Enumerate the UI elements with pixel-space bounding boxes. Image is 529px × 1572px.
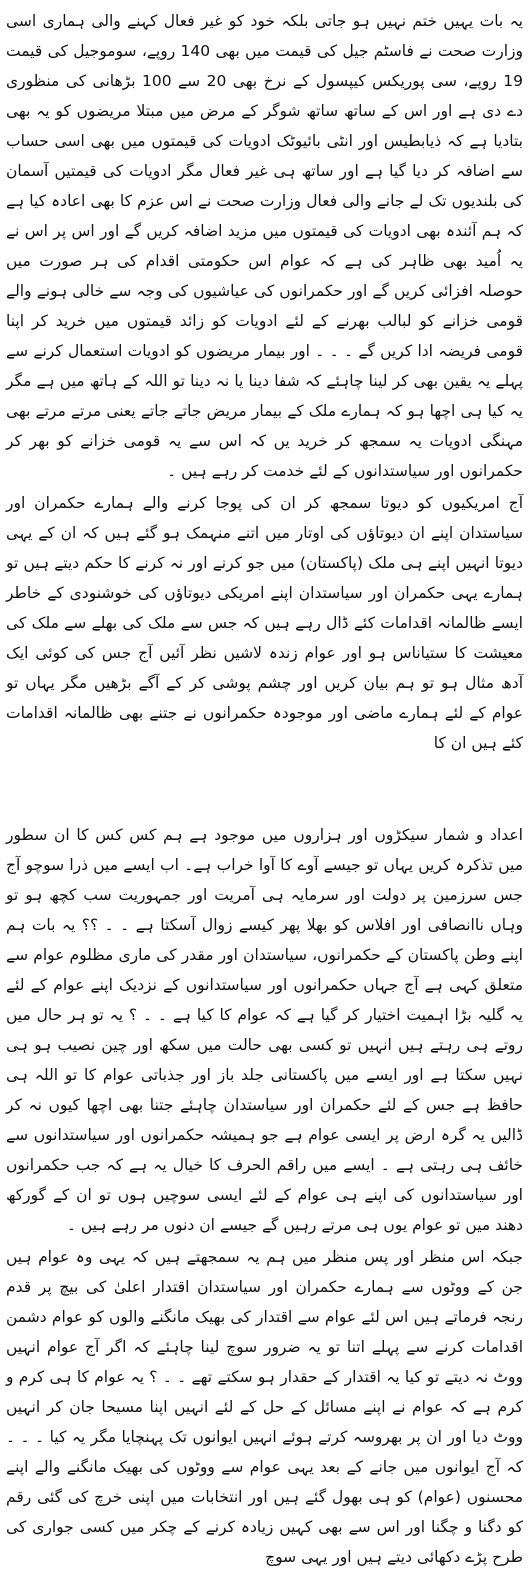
- article-paragraph-2: آج امریکیوں کو دیوتا سمجھ کر ان کی پوجا کرنے والے ہمارے حکمران اور سیاستدان اپنے ان دیوتاؤں کی اوتار میں اتنے منہمک ہو گئے ہیں کہ ان کے یہی دیوتا انہیں اپنے ہی ملک (پاکستان) میں جو کرنے اور نہ کرنے کا حکم دیتے ہیں تو ہمارے یہی حکمران اور سیاستدان اپنے امریکی دیوتاؤں کی خوشنودی کے خاطر ایسے ظالمانہ اقدامات کئے ڈال رہے ہیں کہ جس سے ملک کی بھلے سے ملک کی معیشت کا ستیاناس ہو اور عوام زندہ لاشیں نظر آئیں آج جس کی کوئی ایک آدھ مثال ہو تو ہم بیان کریں اور چشم پوشی کر کے آگے بڑھیں مگر یہاں تو عوام کے لئے ہمارے ماضی اور موجودہ حکمرانوں نے جتنے بھی ظالمانہ اقدامات کئے ہیں ان کا: [6, 494, 523, 752]
- article-paragraph-4: جبکہ اس منظر اور پس منظر میں ہم یہ سمجھتے ہیں کہ یہی وہ عوام ہیں جن کے ووٹوں سے ہمارے حکمران اور سیاستدان اقتدار اعلیٰ کی بیچ پر قدم رنجہ فرماتے ہیں اس لئے عوام سے اقتدار کی بھیک مانگنے والوں کو عوام دشمن اقدامات کرنے سے پہلے اتنا تو یہ ضرور سوچ لینا چاہئے کہ اگر آج عوام انہیں ووٹ نہ دیتے تو کیا یہ اقتدار کے حقدار ہو سکتے تھے ۔ ۔ ؟ یہ عوام کا ہی کرم و کرم ہے کہ عوام نے اپنے مسائل کے حل کے لئے انہیں اپنا مسیحا جان کر انہیں ووٹ دیا اور ان پر بھروسہ کرتے ہوئے انہیں ایوانوں تک پہنچایا مگر یہ کیا ۔ ۔ ۔ کہ آج ایوانوں میں جانے کے بعد یہی عوام سے ووٹوں کی بھیک مانگنے والے اپنے محسنوں (عوام) کو ہی بھول گئے ہیں اور انتخابات میں اپنی خرچ کی گئی رقم کو دگنا و چگنا اور اس سے بھی کہیں زیادہ کرنے کے چکر میں کسی جواری کی طرح پڑے دکھائی دیتے ہیں اور یہی سوچ: [6, 1248, 523, 1566]
- article-paragraph-3: اعداد و شمار سیکڑوں اور ہزاروں میں موجود ہے ہم کس کس کا ان سطور میں تذکرہ کریں یہاں تو جیسے آوے کا آوا خراب ہے۔ اب ایسے میں ذرا سوچو آج جس سرزمین پر دولت اور سرمایہ ہی آمریت اور جمہوریت سب کچھ ہو تو وہاں ناانصافی اور افلاس کو بھلا پھر کیسے زوال آسکتا ہے ۔ ۔ ؟؟ یہ بات ہم اپنے وطن پاکستان کے حکمرانوں، سیاستدان اور مقدر کی ماری مظلوم عوام سے متعلق کہی ہے آج جہاں حکمرانوں اور سیاستدانوں کے نزدیک اپنے عوام کے لئے یہ گلیہ بڑا اہمیت اختیار کر گیا ہے کہ عوام کا کیا ہے ۔ ۔ ؟ یہ تو ہر حال میں روتے ہی رہتے ہیں انہیں تو کسی بھی حالت میں سکھ اور چین نصیب ہو ہی نہیں سکتا ہے اور ایسے میں پاکستانی جلد باز اور جذباتی عوام کا تو اللہ ہی حافظ ہے جس کے لئے حکمران اور سیاستدان چاہئے جتنا بھی اچھا کیوں نہ کر ڈالیں یہ گرہ ارض پر ایسی عوام ہے جو ہمیشہ حکمرانوں اور سیاستدانوں سے خائف ہی رہتی ہے ۔ ایسے میں راقم الحرف کا خیال یہ ہے کہ جب حکمرانوں اور سیاستدانوں کی اپنے ہی عوام کے لئے ایسی سوچیں ہوں تو ان کے گورکھ دھند میں تو عوام یوں ہی مرتے رہیں گے جیسے ان دنوں مر رہے ہیں ۔: [6, 826, 523, 1234]
- section-break: [6, 758, 523, 820]
- article-paragraph-1: یہ بات یہیں ختم نہیں ہو جاتی بلکہ خود کو غیر فعال کہنے والی ہماری اسی وزارت صحت نے فاسٹم جیل کی قیمت میں بھی 140 روپے، سوموجیل کی قیمت 19 روپے، سی پوریکس کیپسول کے نرخ بھی 20 سے 100 بڑھانی کی منظوری دے دی ہے اور اس کے ساتھ ساتھ شوگر کے مرض میں مبتلا مریضوں کو یہ بھی بتادیا ہے کہ ذیابطیس اور انٹی بائیوٹک ادویات کی قیمتوں میں بھی اسی حساب سے اضافہ کر دیا گیا ہے اور ساتھ ہی غیر فعال مگر ادویات کی قیمتیں آسمان کی بلندیوں تک لے جانے والی فعال وزارت صحت نے اس عزم کا بھی اعادہ کیا ہے کہ ہم آئندہ بھی ادویات کی قیمتوں میں مزید اضافہ کریں گے اور اس پر اس نے یہ اُمید بھی ظاہر کی ہے کہ عوام اس حکومتی اقدام کی ہر صورت میں حوصلہ افزائی کریں گے اور حکمرانوں کی عیاشیوں کی وجہ سے خالی ہونے والے قومی خزانے کو لبالب بھرنے کے لئے ادویات کو زائد قیمتوں میں خرید کر اپنا قومی فریضہ ادا کریں گے ۔ ۔ ۔ اور بیمار مریضوں کو ادویات استعمال کرنے سے پہلے یہ یقین بھی کر لینا چاہئے کہ شفا دینا یا نہ دینا تو اللہ کے ہاتھ میں ہے مگر یہ کیا ہی اچھا ہو کہ ہمارے ملک کے بیمار مریض جاتے جاتے یعنی مرتے مرتے بھی مہنگی ادویات یہ سمجھ کر خرید یں کہ اس سے یہ قومی خزانے کو بھر کر حکمرانوں اور سیاستدانوں کے لئے خدمت کر رہے ہیں ۔: [6, 12, 523, 480]
